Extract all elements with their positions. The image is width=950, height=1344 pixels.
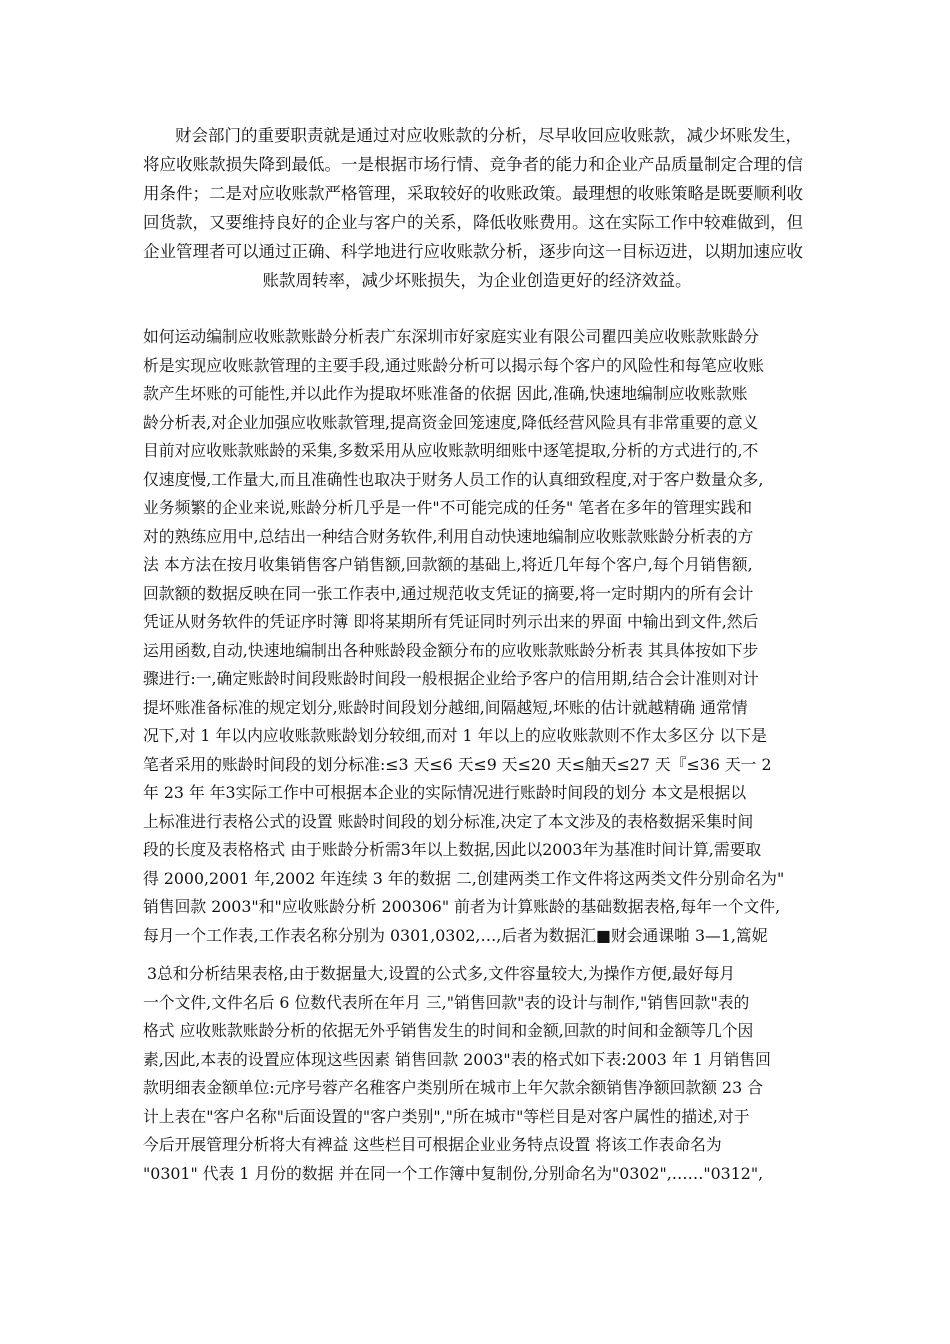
body-line: 况下,对 1 年以内应收账款账龄划分较细,而对 1 年以上的应收账款则不作太多区分 以下是 bbox=[143, 726, 767, 745]
body-line: 业务频繁的企业来说,账龄分析几乎是一件"不可能完成的任务" 笔者在多年的管理实践和 bbox=[143, 498, 753, 517]
body-line: 素,因此,本表的设置应体现这些因素 销售回款 2003"表的格式如下表:2003 年 1 月销售回 bbox=[143, 1049, 771, 1069]
body-line: 年 23 年 年3实际工作中可根据本企业的实际情况进行账龄时间段的划分 本文是根据以 bbox=[143, 783, 747, 802]
body-line: 段的长度及表格格式 由于账龄分析需3年以上数据,因此以2003年为基准时间计算,需要取 bbox=[143, 840, 762, 859]
body-line: 今后开展管理分析将大有裨益 这些栏目可根据企业业务特点设置 将该工作表命名为 bbox=[143, 1135, 722, 1154]
body-line: 笔者采用的账龄时间段的划分标准:≤3 天≤6 天≤9 天≤20 天≤舳天≤27 天『≤36 天一 2 bbox=[143, 754, 772, 774]
body-paragraph bbox=[143, 323, 811, 1188]
body-line: 提坏账准备标准的规定划分,账龄时间段划分越细,间隔越短,坏账的估计就越精确 通常情 bbox=[143, 697, 748, 717]
body-line: 计上表在"客户名称"后面设置的"客户类别","所在城市"等栏目是对客户属性的描述,对于 bbox=[143, 1106, 750, 1126]
body-line: 一个文件,文件名后 6 位数代表所在年月 三,"销售回款"表的设计与制作,"销售回款"表的 bbox=[143, 992, 750, 1012]
body-line: 得 2000,2001 年,2002 年连续 3 年的数据 二,创建两类工作文件将这两类文件分别命名为" bbox=[143, 868, 785, 888]
intro-line: 财会部门的重要职责就是通过对应收账款的分析，尽早收回应收账款，减少坏账发生， bbox=[175, 126, 802, 145]
body-line: 骤进行:一,确定账龄时间段账龄时间段一般根据企业给予客户的信用期,结合会计准则对计 bbox=[143, 669, 759, 688]
body-line: 每月一个工作表,工作表名称分别为 0301,0302,…,后者为数据汇■财会通课啪 3—1,篙妮 bbox=[143, 925, 768, 945]
body-line: 仅速度慢,工作量大,而且准确性也取决于财务人员工作的认真细致程度,对于客户数量众多, bbox=[143, 469, 764, 489]
body-line: 析是实现应收账款管理的主要手段,通过账龄分析可以揭示每个客户的风险性和每笔应收账 bbox=[143, 355, 765, 375]
body-line: 回款额的数据反映在同一张工作表中,通过规范收支凭证的摘要,将一定时期内的所有会计 bbox=[143, 583, 754, 603]
line-gap bbox=[143, 950, 811, 960]
body-line: 龄分析表,对企业加强应收账款管理,提高资金回笼速度,降低经营风险具有非常重要的意义 bbox=[143, 412, 759, 432]
intro-paragraph bbox=[143, 121, 811, 295]
intro-line: 回货款，又要维持良好的企业与客户的关系，降低收账费用。这在实际工作中较难做到，但 bbox=[143, 213, 803, 232]
body-line: 凭证从财务软件的凭证序时簿 即将某期所有凭证同时列示出来的界面 中输出到文件,然后 bbox=[143, 612, 759, 631]
body-line: 款明细表金额单位:元序号蓉产名稚客户类别所在城市上年欠款余额销售净额回款额 23 合 bbox=[143, 1078, 763, 1097]
body-line: 法 本方法在按月收集销售客户销售额,回款额的基础上,将近几年每个客户,每个月销售额, bbox=[143, 555, 753, 574]
body-line: 目前对应收账款账龄的采集,多数采用从应收账款明细账中逐笔提取,分析的方式进行的,不 bbox=[143, 441, 759, 460]
body-line: "0301" 代表 1 月份的数据 并在同一个工作簿中复制份,分别命名为"0302",……"0312", bbox=[143, 1163, 764, 1183]
body-line: 款产生坏账的可能性,并以此作为提取坏账准备的依据 因此,准确,快速地编制应收账款账 bbox=[143, 384, 748, 403]
body-line: 上标准进行表格公式的设置 账龄时间段的划分标准,决定了本文涉及的表格数据采集时间 bbox=[143, 811, 754, 831]
intro-line: 用条件；二是对应收账款严格管理，采取较好的收账政策。最理想的收账策略是既要顺利收 bbox=[143, 184, 803, 203]
body-line: 3总和分析结果表格,由于数据量大,设置的公式多,文件容量较大,为操作方便,最好每月 bbox=[147, 964, 736, 983]
body-line: 运用函数,自动,快速地编制出各种账龄段金额分布的应收账款账龄分析表 其具体按如下步 bbox=[143, 640, 759, 660]
intro-line: 将应收账款损失降到最低。一是根据市场行情、竞争者的能力和企业产品质量制定合理的信 bbox=[143, 155, 803, 174]
intro-line: 企业管理者可以通过正确、科学地进行应收账款分析，逐步向这一目标迈进，以期加速应收 bbox=[143, 242, 803, 261]
intro-line: 账款周转率，减少坏账损失，为企业创造更好的经济效益。 bbox=[262, 271, 692, 290]
body-line: 格式 应收账款账龄分析的依据无外乎销售发生的时间和金额,回款的时间和金额等几个因 bbox=[143, 1021, 754, 1040]
body-line: 销售回款 2003"和"应收账龄分析 200306" 前者为计算账龄的基础数据表格,每年一个文件, bbox=[143, 897, 781, 916]
body-line: 如何运动编制应收账款账龄分析表广东深圳市好家庭实业有限公司瞿四美应收账款账龄分 bbox=[143, 327, 760, 346]
body-line: 对的熟练应用中,总结出一种结合财务软件,利用自动快速地编制应收账款账龄分析表的方 bbox=[143, 526, 754, 546]
